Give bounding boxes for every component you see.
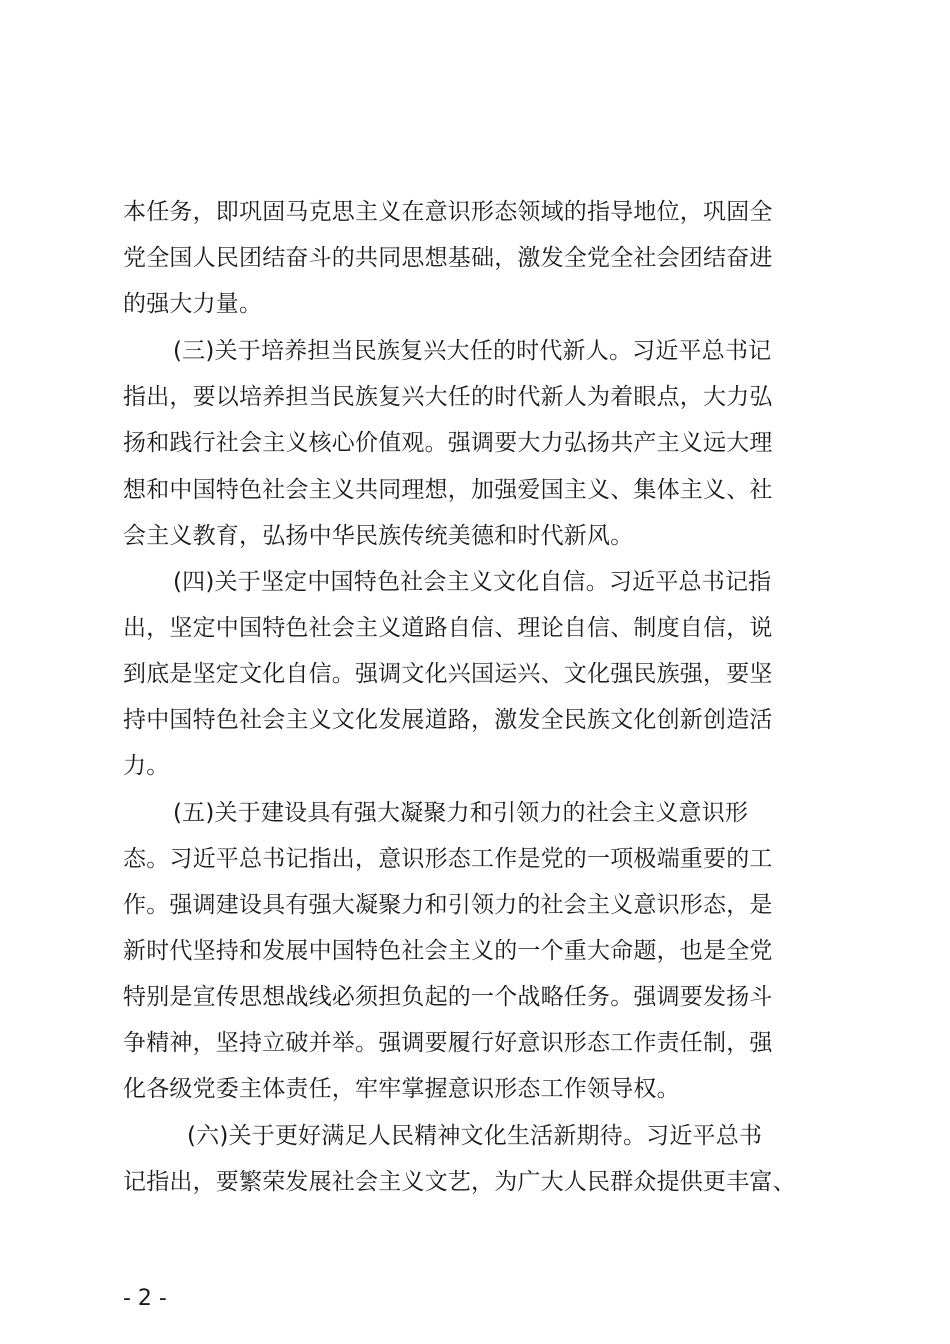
text-line: 会主义教育，弘扬中华民族传统美德和时代新风。 [123, 523, 634, 549]
text-line: 本任务，即巩固马克思主义在意识形态领域的指导地位，巩固全 [123, 199, 773, 225]
text-line: 到底是坚定文化自信。强调文化兴国运兴、文化强民族强，要坚 [123, 661, 773, 687]
section-4-heading-line: (四)关于坚定中国特色社会主义文化自信。习近平总书记指 [173, 569, 772, 595]
text-line: 新时代坚持和发展中国特色社会主义的一个重大命题，也是全党 [123, 938, 773, 964]
text-line: 记指出，要繁荣发展社会主义文艺，为广大人民群众提供更丰富、 [123, 1169, 796, 1195]
text-line: 特别是宣传思想战线必须担负起的一个战略任务。强调要发扬斗 [123, 984, 773, 1010]
text-line: 争精神，坚持立破并举。强调要履行好意识形态工作责任制，强 [123, 1030, 773, 1056]
text-line: 的强大力量。 [123, 291, 263, 317]
text-line: 持中国特色社会主义文化发展道路，激发全民族文化创新创造活 [123, 707, 773, 733]
text-line: 作。强调建设具有强大凝聚力和引领力的社会主义意识形态，是 [123, 892, 773, 918]
text-line: 化各级党委主体责任，牢牢掌握意识形态工作领导权。 [123, 1076, 680, 1102]
section-6-heading-line: (六)关于更好满足人民精神文化生活新期待。习近平总书 [187, 1123, 763, 1149]
text-line: 党全国人民团结奋斗的共同思想基础，激发全党全社会团结奋进 [123, 245, 773, 271]
text-line: 想和中国特色社会主义共同理想，加强爱国主义、集体主义、社 [123, 477, 773, 503]
text-line: 扬和践行社会主义核心价值观。强调要大力弘扬共产主义远大理 [123, 430, 773, 456]
section-3-heading-line: (三)关于培养担当民族复兴大任的时代新人。习近平总书记 [173, 338, 772, 364]
text-line: 态。习近平总书记指出，意识形态工作是党的一项极端重要的工 [123, 846, 773, 872]
page-number: - 2 - [123, 1286, 167, 1311]
text-line: 力。 [123, 753, 170, 779]
section-5-heading-line: (五)关于建设具有强大凝聚力和引领力的社会主义意识形 [173, 800, 749, 826]
text-line: 指出，要以培养担当民族复兴大任的时代新人为着眼点，大力弘 [123, 384, 773, 410]
text-line: 出，坚定中国特色社会主义道路自信、理论自信、制度自信，说 [123, 615, 773, 641]
